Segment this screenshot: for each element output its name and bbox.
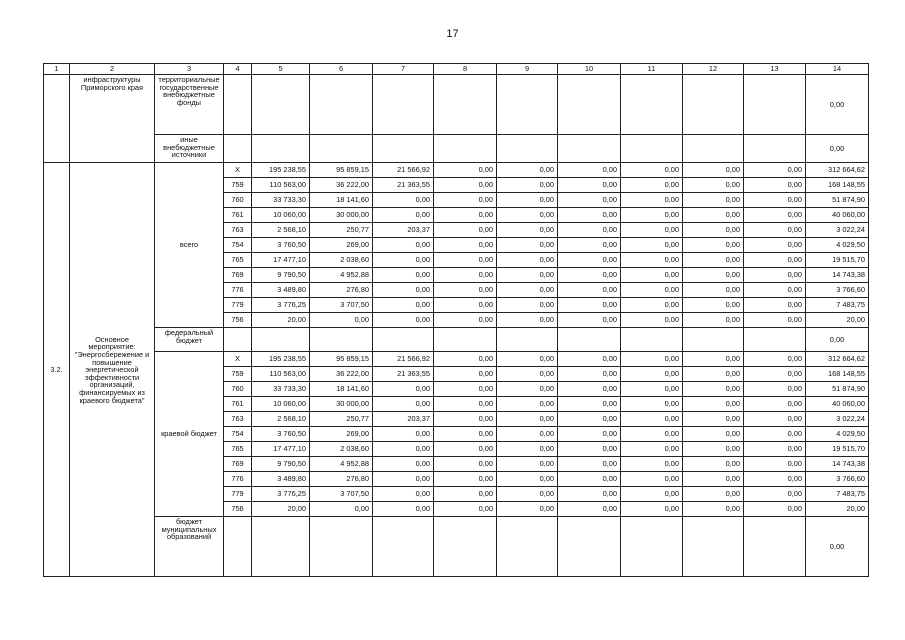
value-cell: 14 743,38 xyxy=(806,268,869,283)
value-cell: 0,00 xyxy=(621,352,683,367)
value-cell: 0,00 xyxy=(434,268,497,283)
value-cell: 0,00 xyxy=(558,457,621,472)
value-cell: 0,00 xyxy=(434,238,497,253)
value-cell: 0,00 xyxy=(558,283,621,298)
value-cell: 269,00 xyxy=(310,427,373,442)
value-cell: 0,00 xyxy=(434,298,497,313)
value-cell: 0,00 xyxy=(558,352,621,367)
value-cell: 0,00 xyxy=(373,253,434,268)
value-cell: 19 515,70 xyxy=(806,442,869,457)
value-cell: 3 760,50 xyxy=(252,238,310,253)
value-cell: 0,00 xyxy=(744,382,806,397)
value-cell: 0,00 xyxy=(497,253,558,268)
value-cell: 0,00 xyxy=(621,298,683,313)
value-cell: 0,00 xyxy=(497,178,558,193)
value-cell: 0,00 xyxy=(621,268,683,283)
code-cell: 776 xyxy=(224,472,252,487)
value-cell: 0,00 xyxy=(558,253,621,268)
value-cell: 0,00 xyxy=(744,442,806,457)
source-cell: иные внебюджетные источники xyxy=(155,135,224,163)
value-cell: 3 776,25 xyxy=(252,298,310,313)
value-cell: 0,00 xyxy=(497,367,558,382)
header-cell: 12 xyxy=(683,64,744,75)
value-cell: 21 363,55 xyxy=(373,367,434,382)
value-cell: 51 874,90 xyxy=(806,382,869,397)
value-cell: 0,00 xyxy=(497,487,558,502)
value-cell: 0,00 xyxy=(621,367,683,382)
value-cell: 0,00 xyxy=(683,382,744,397)
value-cell: 0,00 xyxy=(497,268,558,283)
source-cell: бюджет муниципальных образований xyxy=(155,517,224,577)
value-cell: 0,00 xyxy=(683,457,744,472)
value-cell: 30 000,00 xyxy=(310,397,373,412)
code-cell: 763 xyxy=(224,412,252,427)
value-cell: 3 766,60 xyxy=(806,283,869,298)
value-cell: 0,00 xyxy=(683,298,744,313)
code-cell: 779 xyxy=(224,298,252,313)
value-cell: 0,00 xyxy=(434,457,497,472)
value-cell: 95 859,15 xyxy=(310,163,373,178)
value-cell: 0,00 xyxy=(558,442,621,457)
value-cell: 4 952,88 xyxy=(310,457,373,472)
value-cell: 0,00 xyxy=(434,193,497,208)
value-cell: 0,00 xyxy=(621,382,683,397)
value-cell: 0,00 xyxy=(497,193,558,208)
value-cell: 0,00 xyxy=(434,178,497,193)
value-cell: 0,00 xyxy=(373,442,434,457)
value-cell: 0,00 xyxy=(621,223,683,238)
value-cell: 3 022,24 xyxy=(806,223,869,238)
header-cell: 5 xyxy=(252,64,310,75)
value-cell: 0,00 xyxy=(434,442,497,457)
value-cell: 0,00 xyxy=(434,397,497,412)
value-cell: 0,00 xyxy=(744,238,806,253)
value-cell: 0,00 xyxy=(373,487,434,502)
value-cell: 0,00 xyxy=(558,487,621,502)
value-cell: 14 743,38 xyxy=(806,457,869,472)
value-cell: 110 563,00 xyxy=(252,178,310,193)
value-cell: 0,00 xyxy=(558,397,621,412)
value-cell: 276,80 xyxy=(310,283,373,298)
value-cell: 0,00 xyxy=(558,223,621,238)
value-cell: 0,00 xyxy=(497,442,558,457)
value-cell: 203,37 xyxy=(373,412,434,427)
value-cell: 2 568,10 xyxy=(252,223,310,238)
value-cell: 9 790,50 xyxy=(252,268,310,283)
value-cell: 40 060,00 xyxy=(806,208,869,223)
value-cell: 0,00 xyxy=(497,298,558,313)
value-cell: 312 664,62 xyxy=(806,352,869,367)
value-cell: 110 563,00 xyxy=(252,367,310,382)
code-cell: 756 xyxy=(224,313,252,328)
value-cell: 0,00 xyxy=(621,472,683,487)
value-cell: 250,77 xyxy=(310,412,373,427)
value-cell: 2 038,60 xyxy=(310,253,373,268)
value-cell: 0,00 xyxy=(621,193,683,208)
value-cell: 30 000,00 xyxy=(310,208,373,223)
total-cell: 0,00 xyxy=(806,328,869,352)
code-cell: 776 xyxy=(224,283,252,298)
value-cell: 7 483,75 xyxy=(806,298,869,313)
value-cell: 2 038,60 xyxy=(310,442,373,457)
value-cell: 0,00 xyxy=(434,253,497,268)
value-cell: 10 060,00 xyxy=(252,208,310,223)
value-cell: 3 022,24 xyxy=(806,412,869,427)
value-cell: 0,00 xyxy=(683,163,744,178)
value-cell: 10 060,00 xyxy=(252,397,310,412)
header-cell: 4 xyxy=(224,64,252,75)
code-cell: 763 xyxy=(224,223,252,238)
header-cell: 3 xyxy=(155,64,224,75)
total-cell: 0,00 xyxy=(806,517,869,577)
value-cell: 0,00 xyxy=(744,178,806,193)
value-cell: 33 733,30 xyxy=(252,193,310,208)
value-cell: 3 760,50 xyxy=(252,427,310,442)
header-cell: 11 xyxy=(621,64,683,75)
value-cell: 0,00 xyxy=(373,472,434,487)
total-cell: 0,00 xyxy=(806,135,869,163)
value-cell: 0,00 xyxy=(373,397,434,412)
value-cell: 0,00 xyxy=(744,223,806,238)
value-cell: 0,00 xyxy=(683,367,744,382)
source-cell: краевой бюджет xyxy=(155,352,224,517)
value-cell: 0,00 xyxy=(683,352,744,367)
value-cell: 0,00 xyxy=(497,223,558,238)
page-number: 17 xyxy=(446,28,459,40)
value-cell: 0,00 xyxy=(744,397,806,412)
header-cell: 6 xyxy=(310,64,373,75)
value-cell: 0,00 xyxy=(744,487,806,502)
value-cell: 0,00 xyxy=(434,313,497,328)
value-cell: 0,00 xyxy=(434,427,497,442)
value-cell: 0,00 xyxy=(558,298,621,313)
value-cell: 0,00 xyxy=(621,283,683,298)
code-cell: 769 xyxy=(224,268,252,283)
value-cell: 0,00 xyxy=(621,163,683,178)
value-cell: 21 566,92 xyxy=(373,352,434,367)
value-cell: 0,00 xyxy=(558,163,621,178)
value-cell: 0,00 xyxy=(744,472,806,487)
table-row xyxy=(44,163,869,178)
value-cell: 0,00 xyxy=(373,208,434,223)
value-cell: 0,00 xyxy=(621,457,683,472)
value-cell: 0,00 xyxy=(373,382,434,397)
value-cell: 0,00 xyxy=(558,208,621,223)
value-cell: 0,00 xyxy=(310,502,373,517)
source-cell: территориальные государственные внебюджетные фонды xyxy=(155,75,224,135)
value-cell: 0,00 xyxy=(744,268,806,283)
value-cell: 36 222,00 xyxy=(310,178,373,193)
header-cell: 2 xyxy=(70,64,155,75)
value-cell: 3 707,50 xyxy=(310,298,373,313)
value-cell: 0,00 xyxy=(434,382,497,397)
value-cell: 33 733,30 xyxy=(252,382,310,397)
value-cell: 20,00 xyxy=(806,502,869,517)
header-cell: 14 xyxy=(806,64,869,75)
value-cell: 0,00 xyxy=(497,163,558,178)
value-cell: 0,00 xyxy=(683,412,744,427)
value-cell: 0,00 xyxy=(497,427,558,442)
value-cell: 0,00 xyxy=(744,457,806,472)
code-cell: X xyxy=(224,163,252,178)
value-cell: 0,00 xyxy=(558,178,621,193)
value-cell: 0,00 xyxy=(373,193,434,208)
value-cell: 0,00 xyxy=(744,193,806,208)
value-cell: 0,00 xyxy=(373,268,434,283)
code-cell: 765 xyxy=(224,442,252,457)
code-cell: 761 xyxy=(224,208,252,223)
value-cell: 0,00 xyxy=(621,502,683,517)
value-cell: 0,00 xyxy=(434,208,497,223)
value-cell: 195 238,55 xyxy=(252,352,310,367)
total-cell: 0,00 xyxy=(806,75,869,135)
code-cell: X xyxy=(224,352,252,367)
value-cell: 3 489,80 xyxy=(252,283,310,298)
value-cell: 0,00 xyxy=(497,352,558,367)
value-cell: 0,00 xyxy=(744,313,806,328)
value-cell: 0,00 xyxy=(558,382,621,397)
value-cell: 0,00 xyxy=(683,193,744,208)
value-cell: 168 148,55 xyxy=(806,178,869,193)
value-cell: 17 477,10 xyxy=(252,442,310,457)
header-cell: 7 xyxy=(373,64,434,75)
value-cell: 0,00 xyxy=(683,238,744,253)
value-cell: 0,00 xyxy=(558,193,621,208)
value-cell: 0,00 xyxy=(683,442,744,457)
value-cell: 17 477,10 xyxy=(252,253,310,268)
code-cell: 765 xyxy=(224,253,252,268)
value-cell: 0,00 xyxy=(744,208,806,223)
value-cell: 0,00 xyxy=(497,397,558,412)
value-cell: 21 363,55 xyxy=(373,178,434,193)
value-cell: 250,77 xyxy=(310,223,373,238)
value-cell: 4 952,88 xyxy=(310,268,373,283)
value-cell: 0,00 xyxy=(683,178,744,193)
value-cell: 3 707,50 xyxy=(310,487,373,502)
code-cell: 759 xyxy=(224,367,252,382)
value-cell: 0,00 xyxy=(558,427,621,442)
value-cell: 0,00 xyxy=(683,427,744,442)
value-cell: 36 222,00 xyxy=(310,367,373,382)
value-cell: 0,00 xyxy=(497,457,558,472)
value-cell: 0,00 xyxy=(744,502,806,517)
value-cell: 168 148,55 xyxy=(806,367,869,382)
value-cell: 0,00 xyxy=(621,238,683,253)
value-cell: 0,00 xyxy=(621,397,683,412)
value-cell: 0,00 xyxy=(744,412,806,427)
value-cell: 20,00 xyxy=(252,313,310,328)
item-number-cell: 3.2. xyxy=(44,163,70,577)
value-cell: 9 790,50 xyxy=(252,457,310,472)
value-cell: 20,00 xyxy=(252,502,310,517)
value-cell: 0,00 xyxy=(621,208,683,223)
value-cell: 0,00 xyxy=(683,223,744,238)
value-cell: 0,00 xyxy=(373,427,434,442)
value-cell: 0,00 xyxy=(744,253,806,268)
table-row xyxy=(44,328,869,352)
value-cell: 0,00 xyxy=(558,472,621,487)
item-number-cell xyxy=(44,75,70,163)
value-cell: 0,00 xyxy=(621,253,683,268)
value-cell: 0,00 xyxy=(683,208,744,223)
value-cell: 0,00 xyxy=(744,163,806,178)
value-cell: 19 515,70 xyxy=(806,253,869,268)
value-cell: 0,00 xyxy=(621,412,683,427)
value-cell: 0,00 xyxy=(683,472,744,487)
value-cell: 0,00 xyxy=(310,313,373,328)
value-cell: 0,00 xyxy=(373,313,434,328)
value-cell: 3 776,25 xyxy=(252,487,310,502)
value-cell: 0,00 xyxy=(558,238,621,253)
value-cell: 0,00 xyxy=(683,487,744,502)
value-cell: 0,00 xyxy=(434,487,497,502)
header-cell: 10 xyxy=(558,64,621,75)
value-cell: 0,00 xyxy=(497,238,558,253)
value-cell: 0,00 xyxy=(373,502,434,517)
value-cell: 0,00 xyxy=(434,502,497,517)
code-cell: 760 xyxy=(224,382,252,397)
code-cell: 754 xyxy=(224,427,252,442)
value-cell: 0,00 xyxy=(683,397,744,412)
value-cell: 0,00 xyxy=(373,238,434,253)
value-cell: 0,00 xyxy=(621,427,683,442)
value-cell: 7 483,75 xyxy=(806,487,869,502)
table-row xyxy=(44,352,869,367)
value-cell: 0,00 xyxy=(683,313,744,328)
value-cell: 18 141,60 xyxy=(310,382,373,397)
value-cell: 0,00 xyxy=(621,442,683,457)
code-cell: 760 xyxy=(224,193,252,208)
value-cell: 0,00 xyxy=(558,268,621,283)
value-cell: 0,00 xyxy=(558,412,621,427)
value-cell: 51 874,90 xyxy=(806,193,869,208)
budget-table xyxy=(43,63,869,577)
value-cell: 0,00 xyxy=(434,367,497,382)
code-cell: 759 xyxy=(224,178,252,193)
table-row xyxy=(44,517,869,577)
value-cell: 0,00 xyxy=(683,502,744,517)
table-row xyxy=(44,75,869,135)
value-cell: 0,00 xyxy=(744,427,806,442)
value-cell: 0,00 xyxy=(621,178,683,193)
value-cell: 0,00 xyxy=(683,283,744,298)
value-cell: 0,00 xyxy=(497,502,558,517)
value-cell: 0,00 xyxy=(558,313,621,328)
value-cell: 0,00 xyxy=(434,163,497,178)
value-cell: 18 141,60 xyxy=(310,193,373,208)
value-cell: 276,80 xyxy=(310,472,373,487)
value-cell: 0,00 xyxy=(621,313,683,328)
value-cell: 0,00 xyxy=(744,283,806,298)
value-cell: 3 489,80 xyxy=(252,472,310,487)
header-cell: 8 xyxy=(434,64,497,75)
value-cell: 0,00 xyxy=(558,367,621,382)
value-cell: 0,00 xyxy=(434,412,497,427)
header-cell: 9 xyxy=(497,64,558,75)
code-cell: 769 xyxy=(224,457,252,472)
value-cell: 0,00 xyxy=(497,382,558,397)
value-cell: 0,00 xyxy=(744,298,806,313)
code-cell: 779 xyxy=(224,487,252,502)
value-cell: 0,00 xyxy=(744,367,806,382)
value-cell: 312 664,62 xyxy=(806,163,869,178)
value-cell: 0,00 xyxy=(434,223,497,238)
value-cell: 0,00 xyxy=(683,253,744,268)
code-cell: 756 xyxy=(224,502,252,517)
value-cell: 0,00 xyxy=(434,472,497,487)
header-cell: 13 xyxy=(744,64,806,75)
header-cell: 1 xyxy=(44,64,70,75)
header-row xyxy=(44,64,869,75)
table-row xyxy=(44,135,869,163)
value-cell: 2 568,10 xyxy=(252,412,310,427)
value-cell: 0,00 xyxy=(373,457,434,472)
value-cell: 0,00 xyxy=(373,283,434,298)
value-cell: 0,00 xyxy=(621,487,683,502)
value-cell: 0,00 xyxy=(434,283,497,298)
value-cell: 0,00 xyxy=(497,472,558,487)
value-cell: 0,00 xyxy=(373,298,434,313)
value-cell: 0,00 xyxy=(497,313,558,328)
code-cell: 754 xyxy=(224,238,252,253)
value-cell: 4 029,50 xyxy=(806,427,869,442)
code-cell: 761 xyxy=(224,397,252,412)
source-cell: всего xyxy=(155,163,224,328)
value-cell: 20,00 xyxy=(806,313,869,328)
value-cell: 0,00 xyxy=(497,283,558,298)
value-cell: 195 238,55 xyxy=(252,163,310,178)
source-cell: федеральный бюджет xyxy=(155,328,224,352)
value-cell: 0,00 xyxy=(434,352,497,367)
value-cell: 0,00 xyxy=(497,208,558,223)
value-cell: 0,00 xyxy=(744,352,806,367)
value-cell: 269,00 xyxy=(310,238,373,253)
item-name-cell: инфраструктуры Приморского края xyxy=(70,75,155,163)
value-cell: 4 029,50 xyxy=(806,238,869,253)
item-name-cell: Основное мероприятие: "Энергосбережение и повышение энергетической эффективности организаций, финансируемых из краевого бюджета" xyxy=(70,163,155,577)
value-cell: 0,00 xyxy=(497,412,558,427)
value-cell: 95 859,15 xyxy=(310,352,373,367)
value-cell: 203,37 xyxy=(373,223,434,238)
value-cell: 40 060,00 xyxy=(806,397,869,412)
value-cell: 0,00 xyxy=(558,502,621,517)
value-cell: 3 766,60 xyxy=(806,472,869,487)
value-cell: 21 566,92 xyxy=(373,163,434,178)
value-cell: 0,00 xyxy=(683,268,744,283)
